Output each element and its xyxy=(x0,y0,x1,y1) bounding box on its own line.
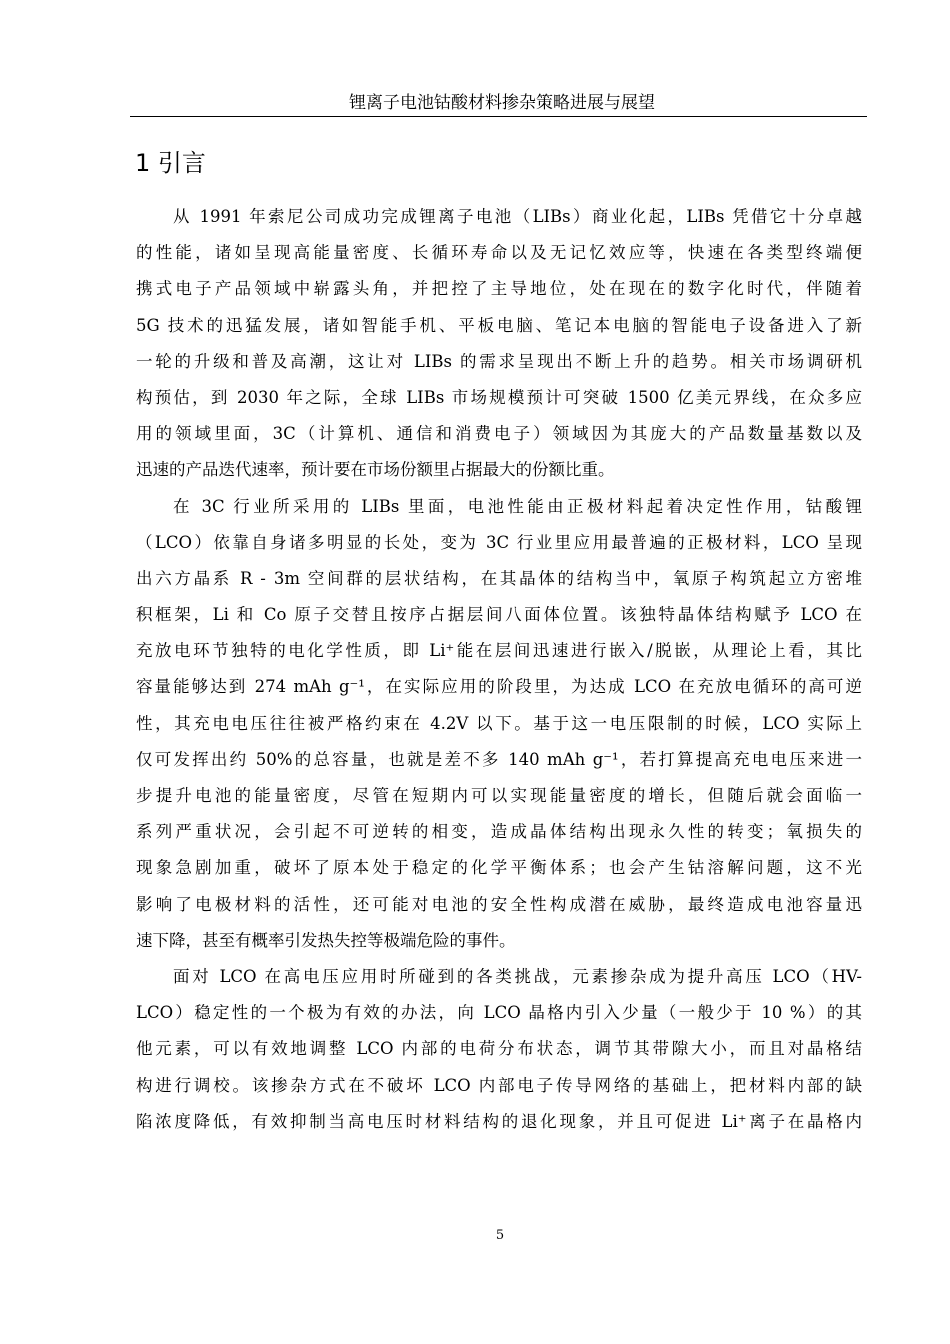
text-line: 他元素，可以有效地调整 LCO 内部的电荷分布状态，调节其带隙大小，而且对晶格结 xyxy=(136,1039,862,1059)
text-line: 迅速的产品迭代速率，预计要在市场份额里占据最大的份额比重。 xyxy=(136,460,615,480)
text-line: 系列严重状况，会引起不可逆转的相变，造成晶体结构出现永久性的转变；氧损失的 xyxy=(136,822,862,842)
header-divider xyxy=(130,116,867,117)
text-line: 5G 技术的迅猛发展，诸如智能手机、平板电脑、笔记本电脑的智能电子设备进入了新 xyxy=(136,315,862,335)
text-line: 一轮的升级和普及高潮，这让对 LIBs 的需求呈现出不断上升的趋势。相关市场调研机 xyxy=(136,351,862,371)
text-line: 构预估，到 2030 年之际，全球 LIBs 市场规模预计可突破 1500 亿美元界线，在众多应 xyxy=(136,387,862,407)
text-line: 步提升电池的能量密度，尽管在短期内可以实现能量密度的增长，但随后就会面临一 xyxy=(136,786,862,805)
text-line: 容量能够达到 274 mAh g⁻¹，在实际应用的阶段里，为达成 LCO 在充放电循环的高可逆 xyxy=(136,677,862,697)
text-line: 性，其充电电压往往被严格约束在 4.2V 以下。基于这一电压限制的时候，LCO 实际上 xyxy=(136,713,862,733)
text-line: 用的领域里面，3C（计算机、通信和消费电子）领域因为其庞大的产品数量基数以及 xyxy=(136,424,862,444)
text-line: 速下降，甚至有概率引发热失控等极端危险的事件。 xyxy=(136,930,516,950)
text-line: 的性能，诸如呈现高能量密度、长循环寿命以及无记忆效应等，快速在各类型终端便 xyxy=(136,243,862,263)
text-line: 仅可发挥出约 50%的总容量，也就是差不多 140 mAh g⁻¹，若打算提高充电电压来进一 xyxy=(136,749,862,769)
body-text xyxy=(136,199,862,1140)
text-line: 携式电子产品领域中崭露头角，并把控了主导地位，处在现在的数字化时代，伴随着 xyxy=(136,279,862,299)
text-line: LCO）稳定性的一个极为有效的办法，向 LCO 晶格内引入少量（一般少于 10 %）的其 xyxy=(136,1003,862,1023)
text-line: 出六方晶系 R - 3m 空间群的层状结构，在其晶体的结构当中，氧原子构筑起立方密堆 xyxy=(136,568,862,588)
page-number: 5 xyxy=(495,1228,505,1243)
section-heading: 1 引言 xyxy=(135,149,206,177)
text-line: 积框架，Li 和 Co 原子交替且按序占据层间八面体位置。该独特晶体结构赋予 LCO 在 xyxy=(136,605,862,625)
text-line: 构进行调校。该掺杂方式在不破坏 LCO 内部电子传导网络的基础上，把材料内部的缺 xyxy=(136,1075,862,1095)
text-line: （LCO）依靠自身诸多明显的长处，变为 3C 行业里应用最普遍的正极材料，LCO 呈现 xyxy=(136,532,862,552)
text-line: 在 3C 行业所采用的 LIBs 里面，电池性能由正极材料起着决定性作用，钴酸锂 xyxy=(173,496,862,516)
text-line: 从 1991 年索尼公司成功完成锂离子电池（LIBs）商业化起，LIBs 凭借它十分卓越 xyxy=(173,207,862,226)
text-line: 现象急剧加重，破坏了原本处于稳定的化学平衡体系；也会产生钴溶解问题，这不光 xyxy=(136,858,862,878)
text-line: 影响了电极材料的活性，还可能对电池的安全性构成潜在威胁，最终造成电池容量迅 xyxy=(136,894,862,914)
text-line: 充放电环节独特的电化学性质，即 Li⁺能在层间迅速进行嵌入/脱嵌，从理论上看，其比 xyxy=(136,641,862,661)
running-header-title: 锂离子电池钴酸材料掺杂策略进展与展望 xyxy=(349,93,655,113)
text-line: 面对 LCO 在高电压应用时所碰到的各类挑战，元素掺杂成为提升高压 LCO（HV- xyxy=(173,966,862,986)
text-line: 陷浓度降低，有效抑制当高电压时材料结构的退化现象，并且可促进 Li⁺离子在晶格内 xyxy=(136,1111,862,1131)
